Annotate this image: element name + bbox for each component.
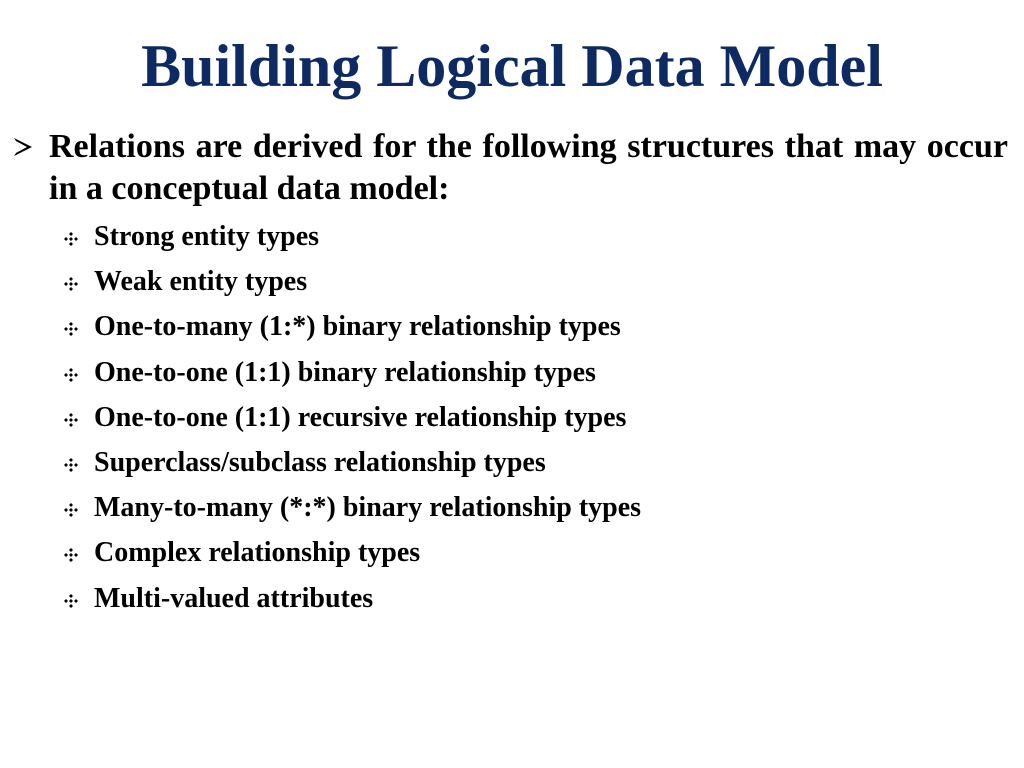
list-item-text: Weak entity types bbox=[94, 266, 308, 298]
list-item-text: Many-to-many (*:*) binary relationship types bbox=[94, 492, 642, 524]
structure-list bbox=[64, 218, 964, 625]
list-item-text: Complex relationship types bbox=[94, 537, 421, 569]
list-item bbox=[64, 399, 964, 444]
diamond-cluster-bullet-icon bbox=[64, 277, 78, 291]
list-item bbox=[64, 444, 964, 489]
main-bullet-text: Relations are derived for the following structures that may occur in a conceptual data model: bbox=[49, 128, 1008, 207]
arrowhead-bullet-icon bbox=[12, 134, 34, 160]
list-item-text: Multi-valued attributes bbox=[94, 582, 374, 614]
list-item bbox=[64, 218, 964, 263]
main-bullet-point bbox=[12, 126, 1008, 210]
diamond-cluster-bullet-icon bbox=[64, 368, 78, 382]
list-item bbox=[64, 489, 964, 534]
diamond-cluster-bullet-icon bbox=[64, 458, 78, 472]
slide-title: Building Logical Data Model bbox=[141, 33, 883, 99]
list-item-text: Superclass/subclass relationship types bbox=[94, 446, 546, 478]
list-item bbox=[64, 580, 964, 625]
list-item-text: One-to-one (1:1) recursive relationship types bbox=[94, 401, 627, 433]
list-item bbox=[64, 534, 964, 579]
list-item-text: Strong entity types bbox=[94, 221, 320, 252]
list-item-text: One-to-many (1:*) binary relationship types bbox=[94, 311, 621, 343]
diamond-cluster-bullet-icon bbox=[64, 322, 78, 336]
diamond-cluster-bullet-icon bbox=[64, 232, 78, 246]
diamond-cluster-bullet-icon bbox=[64, 413, 78, 427]
list-item bbox=[64, 308, 964, 353]
diamond-cluster-bullet-icon bbox=[64, 503, 78, 517]
list-item bbox=[64, 354, 964, 399]
list-item-text: One-to-one (1:1) binary relationship types bbox=[94, 356, 596, 388]
diamond-cluster-bullet-icon bbox=[64, 594, 78, 608]
list-item bbox=[64, 263, 964, 308]
diamond-cluster-bullet-icon bbox=[64, 548, 78, 562]
